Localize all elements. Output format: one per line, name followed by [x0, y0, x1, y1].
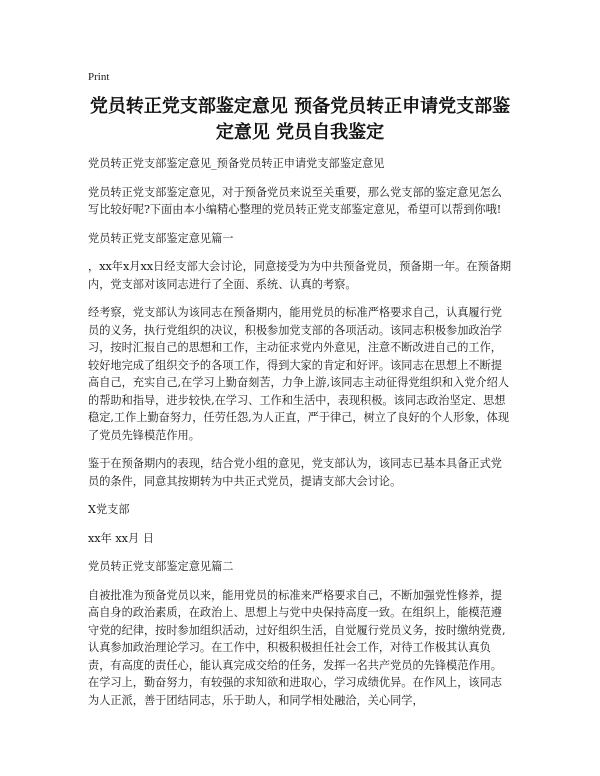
subtitle-line: 党员转正党支部鉴定意见_预备党员转正申请党支部鉴定意见 [88, 157, 385, 170]
document-title: 党员转正党支部鉴定意见 预备党员转正申请党支部鉴定意见 党员自我鉴定 [89, 96, 511, 143]
date-line: xx年 xx月 日 [88, 531, 154, 545]
signature-line: X党支部 [88, 503, 130, 516]
paragraph: 鉴于在预备期内的表现，结合党小组的意见，党支部认为，该同志已基本具备正式党员的条件，同意其按期转为中共正式党员，提请支部大会讨论。 [88, 457, 502, 488]
document-body [88, 155, 512, 720]
paragraph: ，xx年x月xx日经支部大会讨论，同意接受为为中共预备党员，预备期一年。在预备期内，党支部对该同志进行了全面、系统、认真的考察。 [88, 260, 512, 291]
section-heading-1: 党员转正党支部鉴定意见篇一 [88, 231, 234, 245]
print-link[interactable]: Print [88, 71, 110, 83]
section-heading-2: 党员转正党支部鉴定意见篇二 [88, 560, 234, 573]
intro-paragraph: 党员转正党支部鉴定意见，对于预备党员来说至关重要，那么党支部的鉴定意见怎么写比较好呢?下面由本小编精心整理的党员转正党支部鉴定意见，希望可以帮到你哦! [88, 185, 502, 216]
paragraph: 自被批准为预备党员以来，能用党员的标准来严格要求自己，不断加强党性修养，提高自身的政治素质，在政治上、思想上与党中央保持高度一致。在组织上，能模范遵守党的纪律，按时参加组织活动，过好组织生活，自觉履行党员义务，按时缴纳党费,认真参加政治理论学习。在工作中，积极积极担任社会工作，对待工作极其认真负责，有高度的责任心，能认真完成交给的任务，发挥一名共产党员的先锋模范作用。在学习上，勤奋努力，有较强的求知欲和进取心，学习成绩优异。在作风上，该同志为人正派，善于团结同志，乐于助人，和同学相处融洽，关心同学， [88, 588, 506, 707]
paragraph: 经考察，党支部认为该同志在预备期内，能用党员的标准严格要求自己，认真履行党员的义务，执行党组织的决议，积极参加党支部的各项活动。该同志积极参加政治学习，按时汇报自己的思想和工作，主动征求党内外意见，注意不断改进自己的工作，较好地完成了组织交予的各项工作，得到大家的肯定和好评。该同志在思想上不断提高自己，充实自己,在学习上勤奋刻苦，力争上游,该同志主动征得党组织和入党介绍人的帮助和指导，进步较快,在学习、工作和生活中，表现积极。该同志政治坚定、思想稳定,工作上勤奋努力，任劳任怨,为人正直，严于律己，树立了良好的个人形象，体现了党员先锋模范作用。 [88, 306, 510, 442]
